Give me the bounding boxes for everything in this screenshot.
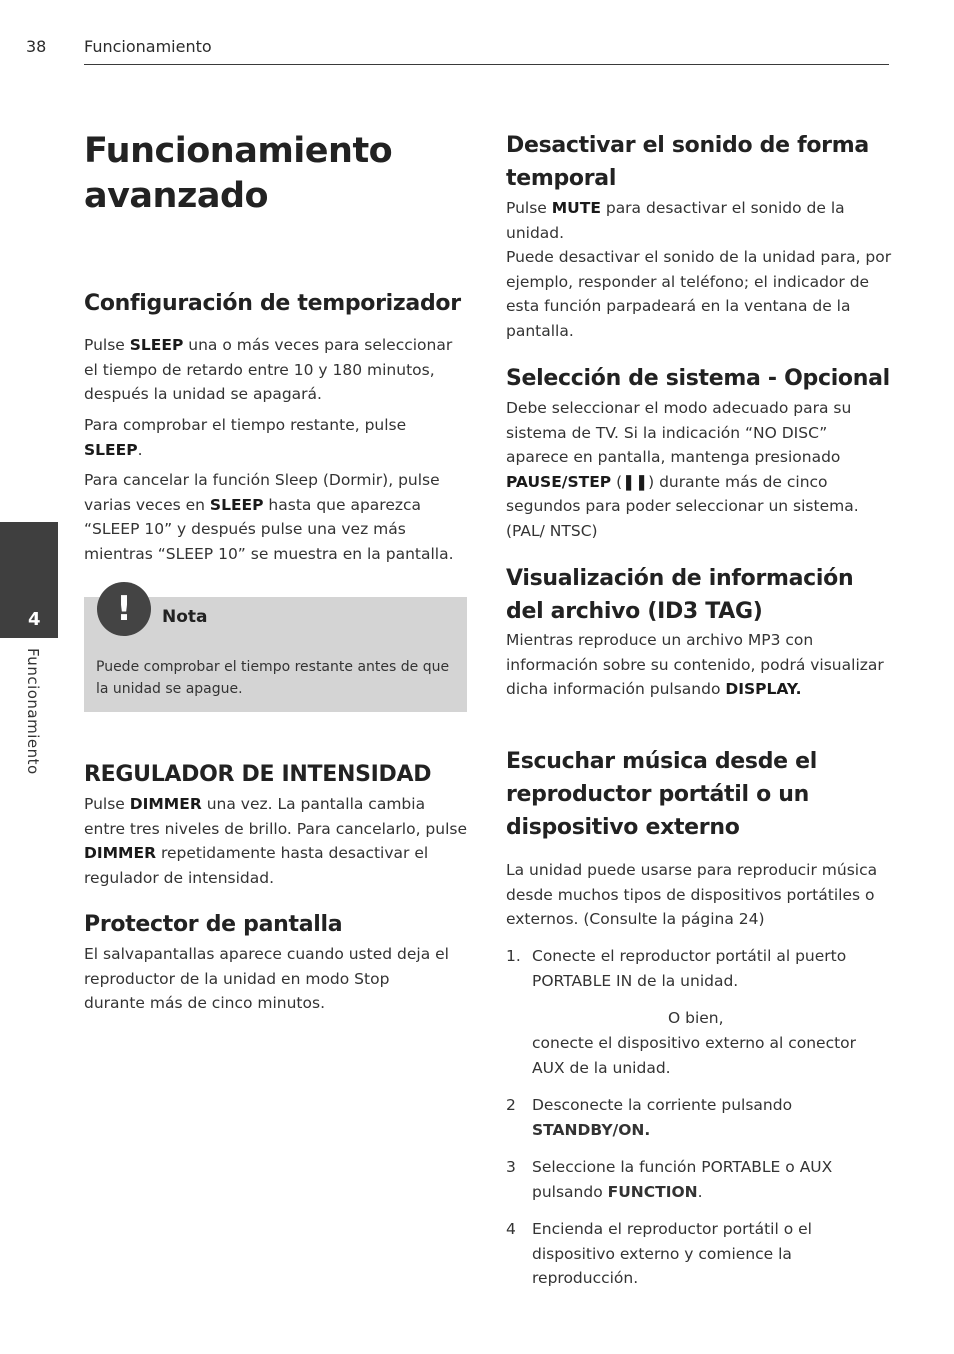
main-title-line-2: avanzado [84, 176, 269, 216]
main-title-line-1: Funcionamiento [84, 131, 393, 171]
id3-paragraph: Mientras reproduce un archivo MP3 con información sobre su contenido, podrá visualizar dicha información pulsando DISPLAY. [506, 631, 884, 698]
note-label: Nota [162, 607, 208, 627]
mute-paragraph-2: Puede desactivar el sonido de la unidad para, por ejemplo, responder al teléfono; el indicador de esta función parpadeará en la ventana de la pantalla. [506, 248, 892, 340]
screensaver-heading: Protector de pantalla [84, 912, 343, 937]
timer-paragraph-3: Para cancelar la función Sleep (Dormir), pulse varias veces en SLEEP hasta que aparezca “SLEEP 10” y después pulse una vez más mientras “SLEEP 10” se muestra en la pantalla. [84, 471, 454, 563]
header-rule [84, 64, 889, 65]
step-2-number: 2 [506, 1096, 516, 1114]
step-1-number: 1. [506, 947, 521, 965]
chapter-number: 4 [28, 609, 41, 630]
step-4-number: 4 [506, 1220, 516, 1238]
step-1-text: Conecte el reproductor portátil al puerto PORTABLE IN de la unidad. [532, 947, 847, 990]
step-2-text: Desconecte la corriente pulsando STANDBY/ON. [532, 1096, 793, 1139]
system-heading: Selección de sistema - Opcional [506, 366, 890, 391]
step-1-alt: conecte el dispositivo externo al conector AUX de la unidad. [532, 1034, 857, 1077]
step-4-text: Encienda el reproductor portátil o el dispositivo externo y comience la reproducción. [532, 1220, 812, 1287]
screensaver-paragraph: El salvapantallas aparece cuando usted deja el reproductor de la unidad en modo Stop durante más de cinco minutos. [84, 945, 449, 1012]
step-3-number: 3 [506, 1158, 516, 1176]
page-number: 38 [26, 37, 47, 56]
portable-intro: La unidad puede usarse para reproducir música desde muchos tipos de dispositivos portátiles o externos. (Consulte la página 24) [506, 861, 878, 928]
id3-heading: Visualización de información del archivo (ID3 TAG) [506, 566, 854, 624]
system-paragraph: Debe seleccionar el modo adecuado para su sistema de TV. Si la indicación “NO DISC” aparece en pantalla, mantenga presionado PAUSE/STEP (❚❚) durante más de cinco segundos para poder seleccionar un sistema. (PAL/ NTSC) [506, 399, 859, 540]
timer-paragraph-2: Para comprobar el tiempo restante, pulse SLEEP. [84, 416, 407, 459]
dimmer-paragraph: Pulse DIMMER una vez. La pantalla cambia entre tres niveles de brillo. Para cancelarlo, pulse DIMMER repetidamente hasta desactivar el regulador de intensidad. [84, 795, 468, 887]
step-1-or: O bien, [668, 1009, 724, 1027]
running-header: Funcionamiento [84, 37, 212, 56]
note-text: Puede comprobar el tiempo restante antes de que la unidad se apague. [96, 659, 450, 697]
main-title [84, 129, 392, 219]
mute-heading: Desactivar el sonido de forma temporal [506, 133, 869, 191]
portable-heading: Escuchar música desde el reproductor portátil o un dispositivo externo [506, 749, 818, 840]
exclamation-icon: ! [97, 582, 151, 636]
timer-paragraph-1: Pulse SLEEP una o más veces para seleccionar el tiempo de retardo entre 10 y 180 minutos, después la unidad se apagará. [84, 336, 453, 403]
dimmer-heading: REGULADOR DE INTENSIDAD [84, 762, 432, 787]
timer-heading: Configuración de temporizador [84, 291, 461, 316]
mute-paragraph-1: Pulse MUTE para desactivar el sonido de la unidad. [506, 199, 845, 242]
chapter-label: Funcionamiento [24, 648, 42, 775]
pause-icon: ❚❚ [622, 472, 649, 491]
step-3-text: Seleccione la función PORTABLE o AUX pulsando FUNCTION. [532, 1158, 833, 1201]
